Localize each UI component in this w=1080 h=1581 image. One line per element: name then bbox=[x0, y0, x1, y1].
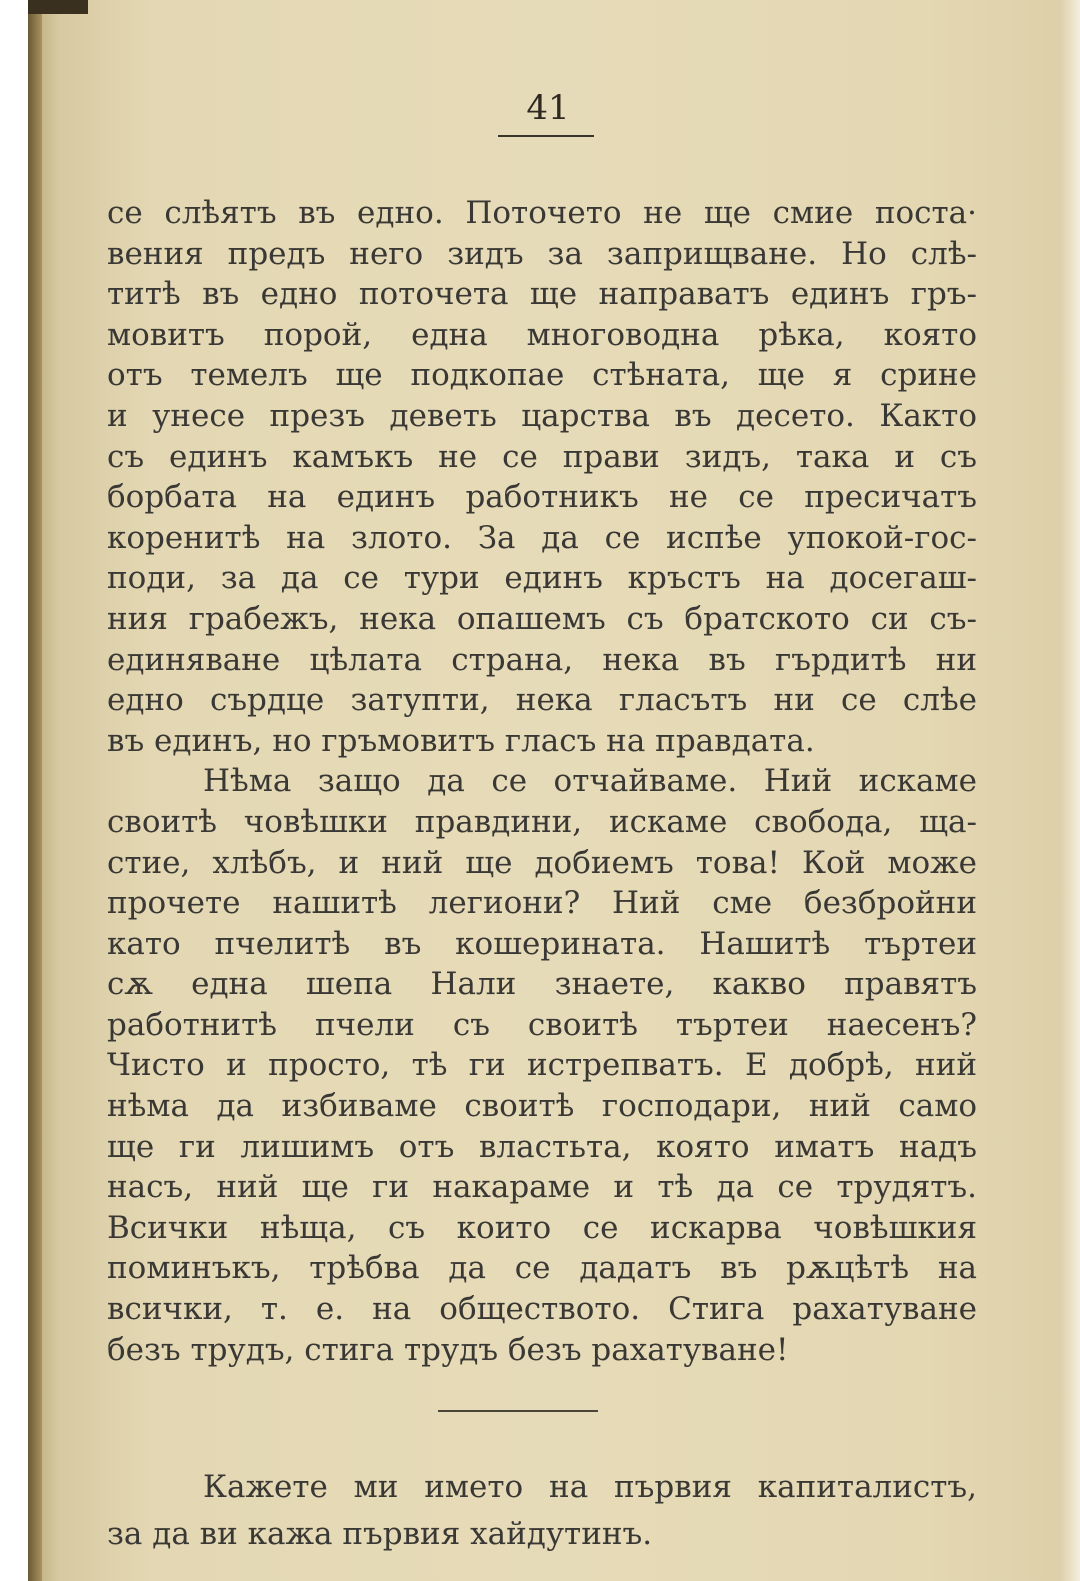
text-line: ще ги лишимъ отъ властьта, която иматъ надъ bbox=[107, 1128, 977, 1165]
text-line: стие, хлѣбъ, и ний ще добиемъ това! Кой може bbox=[107, 844, 977, 881]
text-line: прочете нашитѣ легиони? Ний сме безбройни bbox=[107, 885, 977, 922]
text-line: вения предъ него зидъ за заприщване. Но слѣ- bbox=[107, 235, 977, 272]
text-line: коренитѣ на злото. За да се испѣе упокой-гос- bbox=[107, 519, 977, 556]
corner-shadow bbox=[28, 0, 88, 14]
closing-quote bbox=[107, 1464, 977, 1558]
text-line: Кажете ми името на първия капиталистъ, bbox=[203, 1469, 977, 1505]
text-line: Чисто и просто, тѣ ги истрепватъ. Е добрѣ, ний bbox=[107, 1047, 977, 1084]
text-line: Всички нѣща, съ които се искарва човѣшкия bbox=[107, 1209, 977, 1246]
text-line: въ единъ, но гръмовитъ гласъ на правдата. bbox=[107, 722, 815, 759]
text-line: ния грабежъ, нека опашемъ съ братското си съ- bbox=[107, 600, 977, 637]
text-line: като пчелитѣ въ кошерината. Нашитѣ търтеи bbox=[107, 925, 977, 962]
text-line: за да ви кажа първия хайдутинъ. bbox=[107, 1516, 653, 1552]
page-right-edge bbox=[1060, 0, 1080, 1581]
text-line: всички, т. е. на обществото. Стига рахатуване bbox=[107, 1291, 977, 1328]
text-line: титѣ въ едно поточета ще направатъ единъ гръ- bbox=[107, 276, 977, 313]
text-line: Нѣма защо да се отчайваме. Ний искаме bbox=[203, 763, 977, 800]
text-line: съ единъ камъкъ не се прави зидъ, така и съ bbox=[107, 438, 977, 475]
text-line: поди, за да се тури единъ кръстъ на досегаш- bbox=[107, 560, 977, 597]
text-line: работнитѣ пчели съ своитѣ търтеи наесенъ? bbox=[107, 1006, 977, 1043]
body-text bbox=[107, 193, 977, 1370]
text-line: се слѣятъ въ едно. Поточето не ще смие поста· bbox=[107, 195, 977, 231]
page-number-rule bbox=[498, 135, 594, 137]
text-line: сѫ една шепа Нали знаете, какво правятъ bbox=[107, 966, 977, 1003]
text-line: единяване цѣлата страна, нека въ гърдитѣ ни bbox=[107, 641, 977, 678]
page-binding-edge bbox=[28, 0, 42, 1581]
text-line: и унесе презъ деветь царства въ десето. Както bbox=[107, 397, 977, 434]
text-line: борбата на единъ работникъ не се пресичатъ bbox=[107, 479, 977, 516]
text-line: поминъкъ, трѣбва да се дадатъ въ рѫцѣтѣ на bbox=[107, 1250, 977, 1287]
text-line: отъ темелъ ще подкопае стѣната, ще я срине bbox=[107, 357, 977, 394]
text-line: насъ, ний ще ги накараме и тѣ да се трудятъ. bbox=[107, 1169, 977, 1206]
text-line: едно сърдце затупти, нека гласътъ ни се слѣе bbox=[107, 682, 977, 719]
text-line: своитѣ човѣшки правдини, искаме свобода, щa- bbox=[107, 803, 977, 840]
text-line: нѣма да избиваме своитѣ господари, ний само bbox=[107, 1088, 977, 1125]
page-number: 41 bbox=[526, 88, 570, 128]
book-page bbox=[28, 0, 1080, 1581]
section-separator bbox=[438, 1410, 598, 1412]
text-line: мовитъ порой, една многоводна рѣка, която bbox=[107, 316, 977, 353]
text-line: безъ трудъ, стига трудъ безъ рахатуване! bbox=[107, 1331, 789, 1368]
